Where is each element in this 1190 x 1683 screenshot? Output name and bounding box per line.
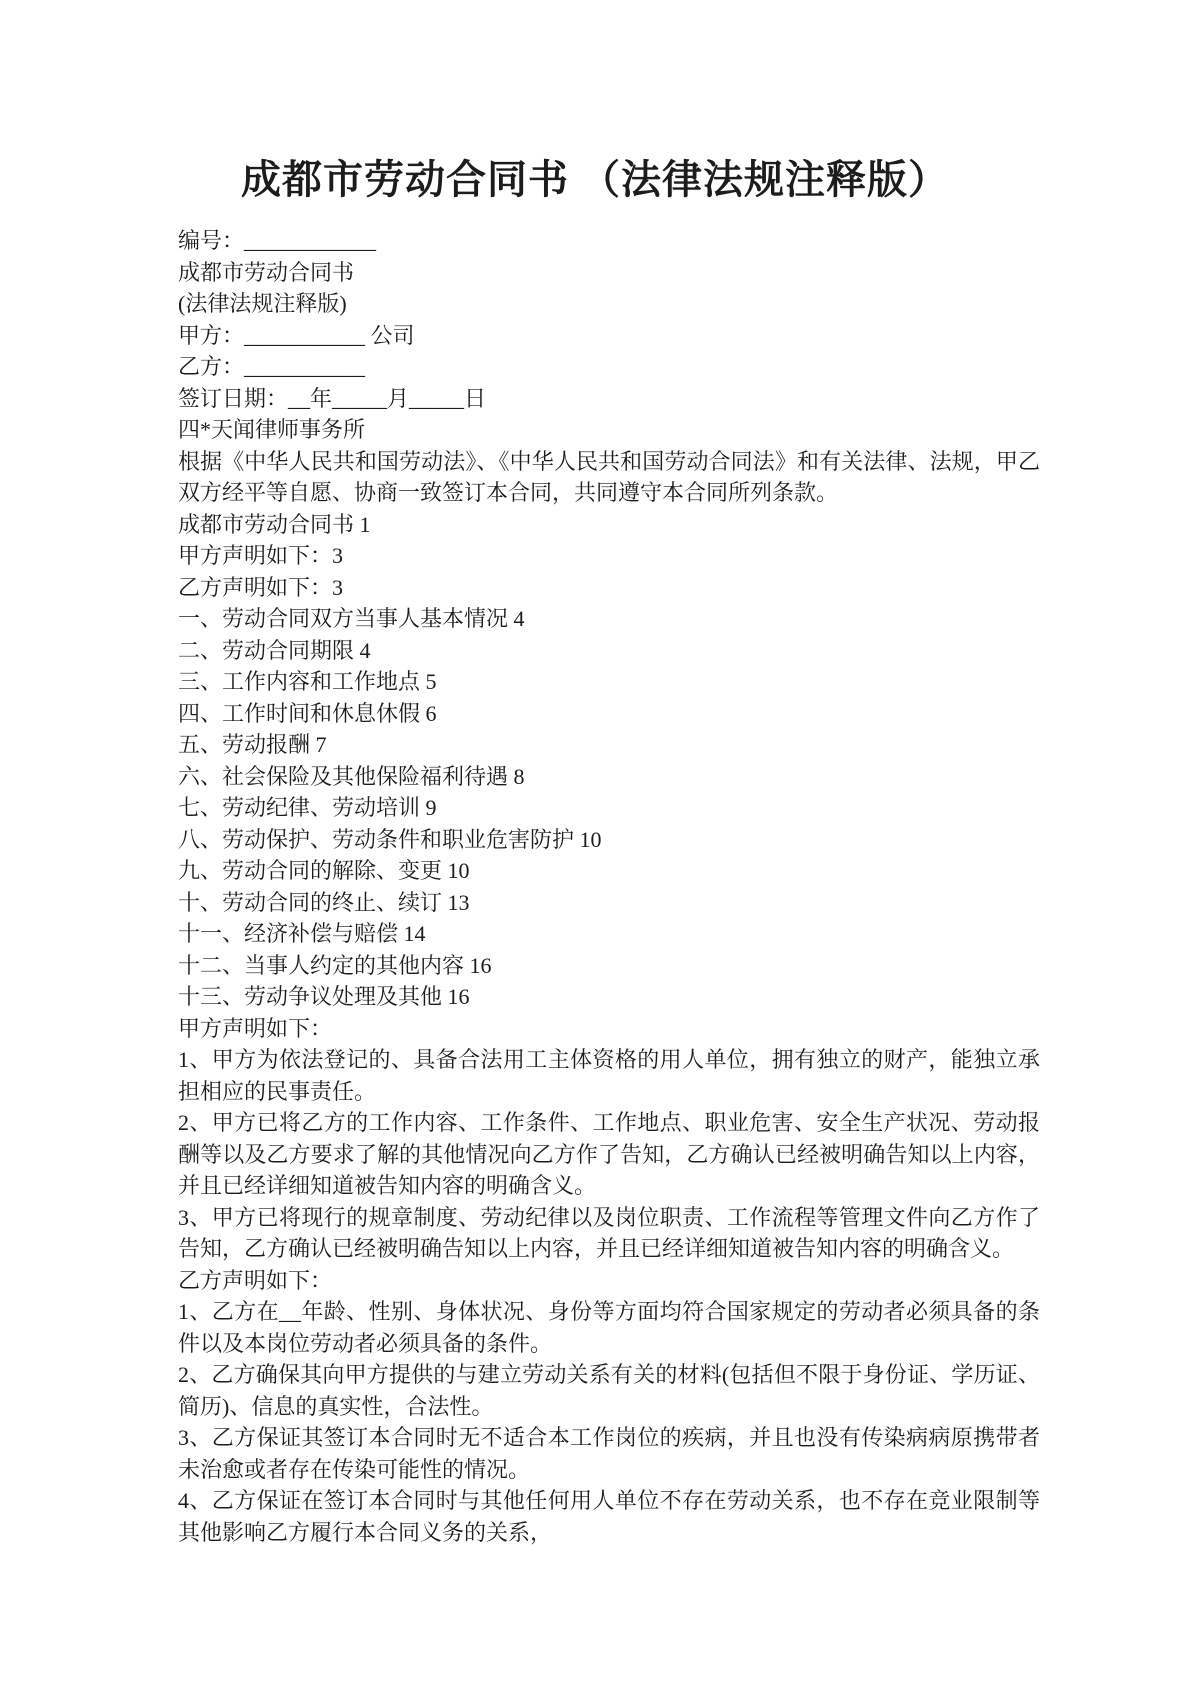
- paragraph: 六、社会保险及其他保险福利待遇 8: [178, 763, 525, 789]
- paragraph: 乙方声明如下：: [178, 1267, 333, 1293]
- paragraph: 甲方声明如下：3: [178, 543, 344, 568]
- paragraph: 2、乙方确保其向甲方提供的与建立劳动关系有关的材料(包括但不限于身份证、学历证、简历)、信息的真实性，合法性。: [178, 1362, 1040, 1419]
- paragraph: 乙方：___________: [178, 354, 366, 379]
- paragraph: 3、甲方已将现行的规章制度、劳动纪律以及岗位职责、工作流程等管理文件向乙方作了告知，乙方确认已经被明确告知以上内容，并且已经详细知道被告知内容的明确含义。: [178, 1204, 1040, 1261]
- document-body: [178, 225, 1040, 1548]
- paragraph: 三、工作内容和工作地点 5: [178, 669, 437, 694]
- paragraph: (法律法规注释版): [178, 291, 347, 316]
- paragraph: 根据《中华人民共和国劳动法》、《中华人民共和国劳动合同法》和有关法律、法规，甲乙双方经平等自愿、协商一致签订本合同，共同遵守本合同所列条款。: [178, 448, 1040, 505]
- paragraph: 甲方声明如下：: [178, 1015, 333, 1041]
- paragraph: 四、工作时间和休息休假 6: [178, 700, 437, 726]
- paragraph: 十三、劳动争议处理及其他 16: [178, 984, 470, 1009]
- paragraph: 编号：____________: [178, 228, 377, 253]
- document-title: 成都市劳动合同书 （法律法规注释版）: [241, 157, 949, 202]
- paragraph: 七、劳动纪律、劳动培训 9: [178, 795, 437, 820]
- paragraph: 成都市劳动合同书 1: [178, 511, 371, 537]
- paragraph: 签订日期：__年_____月_____日: [178, 385, 487, 411]
- paragraph: 四*天闻律师事务所: [178, 417, 366, 442]
- paragraph: 4、乙方保证在签订本合同时与其他任何用人单位不存在劳动关系，也不存在竞业限制等其他影响乙方履行本合同义务的关系，: [178, 1488, 1040, 1545]
- paragraph: 成都市劳动合同书: [178, 259, 355, 285]
- paragraph: 五、劳动报酬 7: [178, 732, 327, 757]
- paragraph: 3、乙方保证其签订本合同时无不适合本工作岗位的疾病，并且也没有传染病病原携带者未治愈或者存在传染可能性的情况。: [178, 1425, 1040, 1482]
- paragraph: 十一、经济补偿与赔偿 14: [178, 921, 426, 946]
- paragraph: 八、劳动保护、劳动条件和职业危害防护 10: [178, 826, 602, 852]
- paragraph: 一、劳动合同双方当事人基本情况 4: [178, 606, 525, 631]
- paragraph: 十二、当事人约定的其他内容 16: [178, 952, 492, 978]
- paragraph: 乙方声明如下：3: [178, 574, 344, 600]
- paragraph: 1、甲方为依法登记的、具备合法用工主体资格的用人单位，拥有独立的财产，能独立承担相应的民事责任。: [178, 1047, 1040, 1104]
- paragraph: 2、甲方已将乙方的工作内容、工作条件、工作地点、职业危害、安全生产状况、劳动报酬等以及乙方要求了解的其他情况向乙方作了告知，乙方确认已经被明确告知以上内容，并且已经详细知道被告知内容的明确含义。: [178, 1110, 1040, 1198]
- paragraph: 二、劳动合同期限 4: [178, 637, 371, 663]
- paragraph: 九、劳动合同的解除、变更 10: [178, 858, 470, 883]
- paragraph: 十、劳动合同的终止、续订 13: [178, 889, 470, 915]
- paragraph: 甲方：___________ 公司: [178, 322, 415, 348]
- paragraph: 1、乙方在__年龄、性别、身体状况、身份等方面均符合国家规定的劳动者必须具备的条件以及本岗位劳动者必须具备的条件。: [178, 1299, 1040, 1356]
